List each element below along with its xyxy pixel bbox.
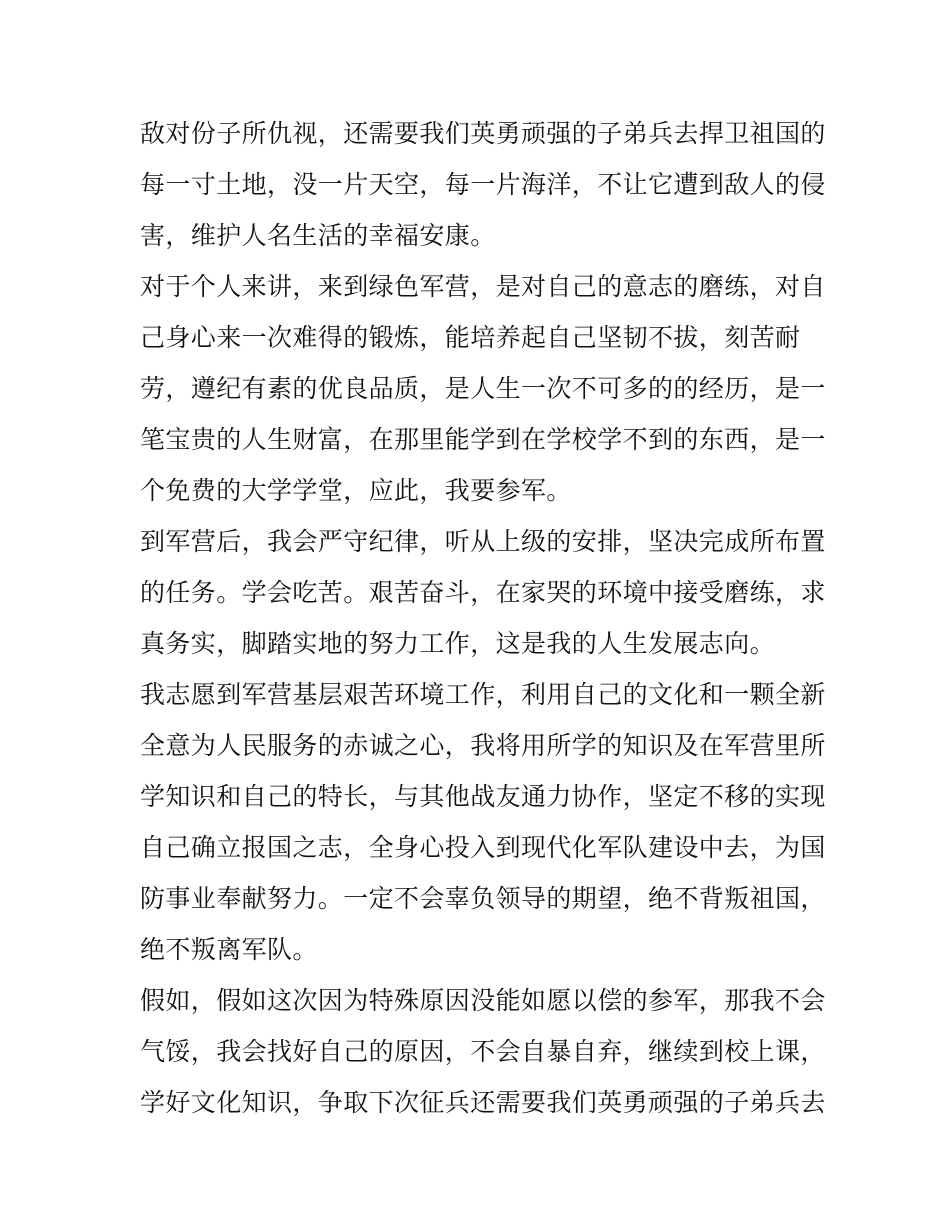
text-line: 到军营后，我会严守纪律，听从上级的安排，坚决完成所布置	[140, 527, 826, 556]
text-line: 的任务。学会吃苦。艰苦奋斗，在家哭的环境中接受磨练，求	[140, 578, 826, 607]
text-line: 气馁，我会找好自己的原因，不会自暴自弃，继续到校上课，	[140, 1037, 826, 1066]
text-line: 个免费的大学学堂，应此，我要参军。	[140, 476, 572, 505]
text-line: 劳，遵纪有素的优良品质，是人生一次不可多的的经历，是一	[140, 374, 826, 403]
text-line: 自己确立报国之志，全身心投入到现代化军队建设中去，为国	[140, 833, 826, 862]
text-line: 敌对份子所仇视，还需要我们英勇顽强的子弟兵去捍卫祖国的	[140, 119, 826, 148]
text-line: 学知识和自己的特长，与其他战友通力协作，坚定不移的实现	[140, 782, 826, 811]
text-line: 学好文化知识，争取下次征兵还需要我们英勇顽强的子弟兵去	[140, 1088, 826, 1117]
text-line: 假如，假如这次因为特殊原因没能如愿以偿的参军，那我不会	[140, 986, 826, 1015]
text-line: 防事业奉献努力。一定不会辜负领导的期望，绝不背叛祖国，	[140, 884, 826, 913]
text-line: 全意为人民服务的赤诚之心，我将用所学的知识及在军营里所	[140, 731, 826, 760]
text-line: 绝不叛离军队。	[140, 935, 318, 964]
text-line: 害，维护人名生活的幸福安康。	[140, 221, 496, 250]
text-line: 对于个人来讲，来到绿色军营，是对自己的意志的磨练，对自	[140, 272, 826, 301]
text-line: 己身心来一次难得的锻炼，能培养起自己坚韧不拔，刻苦耐	[140, 323, 801, 352]
body-text	[140, 108, 826, 1128]
text-line: 我志愿到军营基层艰苦环境工作，利用自己的文化和一颗全新	[140, 680, 826, 709]
text-line: 真务实，脚踏实地的努力工作，这是我的人生发展志向。	[140, 629, 776, 658]
text-line: 笔宝贵的人生财富，在那里能学到在学校学不到的东西，是一	[140, 425, 826, 454]
text-line: 每一寸土地，没一片天空，每一片海洋，不让它遭到敌人的侵	[140, 170, 826, 199]
